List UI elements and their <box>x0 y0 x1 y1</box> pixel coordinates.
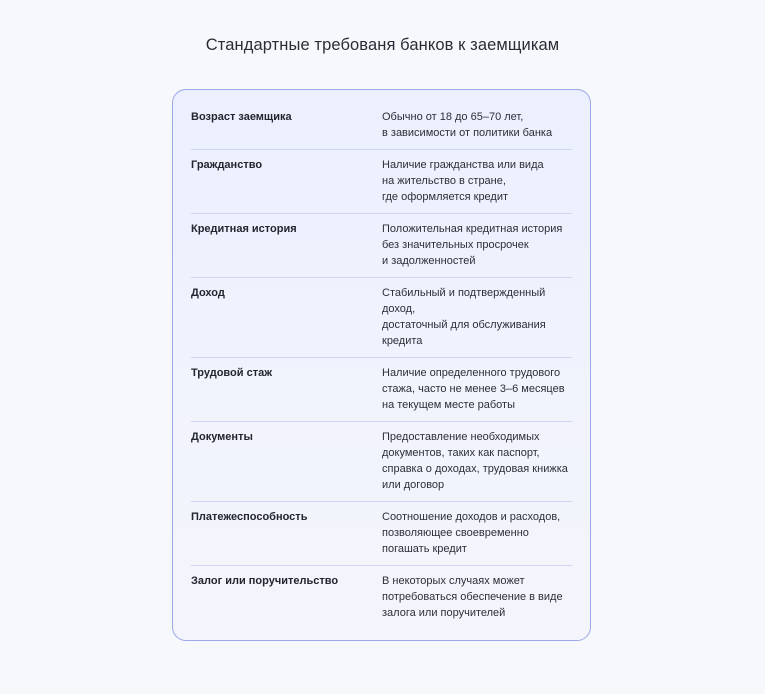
row-description: Наличие гражданства или вида на жительство в стране, где оформляется кредит <box>382 159 544 203</box>
table-row <box>191 502 572 566</box>
row-description: Соотношение доходов и расходов, позволяющее своевременно погашать кредит <box>382 511 561 555</box>
page-title: Стандартные требованя банков к заемщикам <box>205 36 560 54</box>
row-term: Залог или поручительство <box>191 575 339 587</box>
row-term: Документы <box>191 431 253 443</box>
row-term: Трудовой стаж <box>191 367 272 379</box>
requirements-table <box>172 89 591 641</box>
row-term: Доход <box>191 287 225 299</box>
row-term: Кредитная история <box>191 223 297 235</box>
table-row <box>191 150 572 214</box>
row-term: Платежеспособность <box>191 511 308 523</box>
table-row <box>191 422 572 502</box>
row-term: Возраст заемщика <box>191 111 292 123</box>
row-description: Обычно от 18 до 65–70 лет, в зависимости от политики банка <box>382 111 553 139</box>
row-description: Положительная кредитная история без значительных просрочек и задолженностей <box>382 223 563 267</box>
row-description: Предоставление необходимых документов, таких как паспорт, справка о доходах, трудовая книжка или договор <box>382 431 568 491</box>
table-row <box>191 214 572 278</box>
table-row <box>191 358 572 422</box>
row-description: В некоторых случаях может потребоваться обеспечение в виде залога или поручителей <box>382 575 563 619</box>
table-row <box>191 102 572 150</box>
row-description: Наличие определенного трудового стажа, часто не менее 3–6 месяцев на текущем месте работы <box>382 367 565 411</box>
row-term: Гражданство <box>191 159 263 171</box>
table-row <box>191 566 572 629</box>
table-row <box>191 278 572 358</box>
row-description: Стабильный и подтвержденный доход, достаточный для обслуживания кредита <box>382 287 546 347</box>
